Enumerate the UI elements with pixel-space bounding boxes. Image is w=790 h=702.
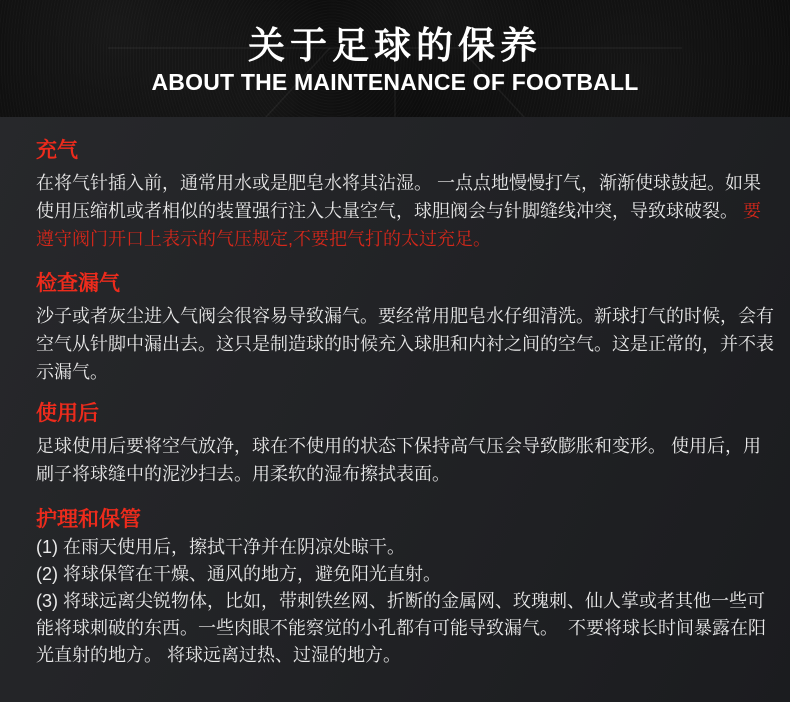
section-care-storage — [36, 508, 776, 669]
section-after-use — [36, 402, 776, 488]
section-heading-leak-check: 检查漏气 — [36, 272, 120, 295]
section-heading-after-use: 使用后 — [36, 402, 99, 425]
care-item-1: (1) 在雨天使用后，擦拭干净并在阴凉处晾干。 — [36, 537, 405, 557]
section-heading-inflation: 充气 — [36, 139, 78, 162]
section-paragraph-after-use: 足球使用后要将空气放净，球在不使用的状态下保持高气压会导致膨胀和变形。 使用后，用刷子将球缝中的泥沙扫去。用柔软的湿布擦拭表面。 — [36, 436, 761, 484]
page-title: 关于足球的保养 — [248, 25, 542, 66]
care-item-2: (2) 将球保管在干燥、通风的地方，避免阳光直射。 — [36, 564, 441, 584]
section-paragraph-inflation — [36, 169, 776, 253]
paragraph-warning-text: 要遵守阀门开口上表示的气压规定,不要把气打的太过充足。 — [36, 201, 761, 249]
paragraph-text: 在将气针插入前，通常用水或是肥皂水将其沾湿。 一点点地慢慢打气，渐渐使球鼓起。如果使用压缩机或者相似的装置强行注入大量空气，球胆阀会与针脚缝线冲突，导致球破裂。 — [36, 173, 761, 221]
section-leak-check — [36, 272, 776, 386]
section-heading-care-storage: 护理和保管 — [36, 508, 141, 531]
page-subtitle: ABOUT THE MAINTENANCE OF FOOTBALL — [151, 69, 639, 95]
maintenance-content — [0, 117, 790, 702]
care-item-3: (3) 将球远离尖锐物体，比如，带刺铁丝网、折断的金属网、玫瑰刺、仙人掌或者其他一些可能将球刺破的东西。一些肉眼不能察觉的小孔都有可能导致漏气。 不要将球长时间暴露在阳光直射的地方。 将球远离过热、过湿的地方。 — [36, 591, 766, 665]
section-inflation — [36, 139, 776, 253]
header-banner — [0, 0, 790, 117]
section-paragraph-leak-check: 沙子或者灰尘进入气阀会很容易导致漏气。要经常用肥皂水仔细清洗。新球打气的时候，会有空气从针脚中漏出去。这只是制造球的时候充入球胆和内衬之间的空气。这是正常的，并不表示漏气。 — [36, 306, 774, 382]
